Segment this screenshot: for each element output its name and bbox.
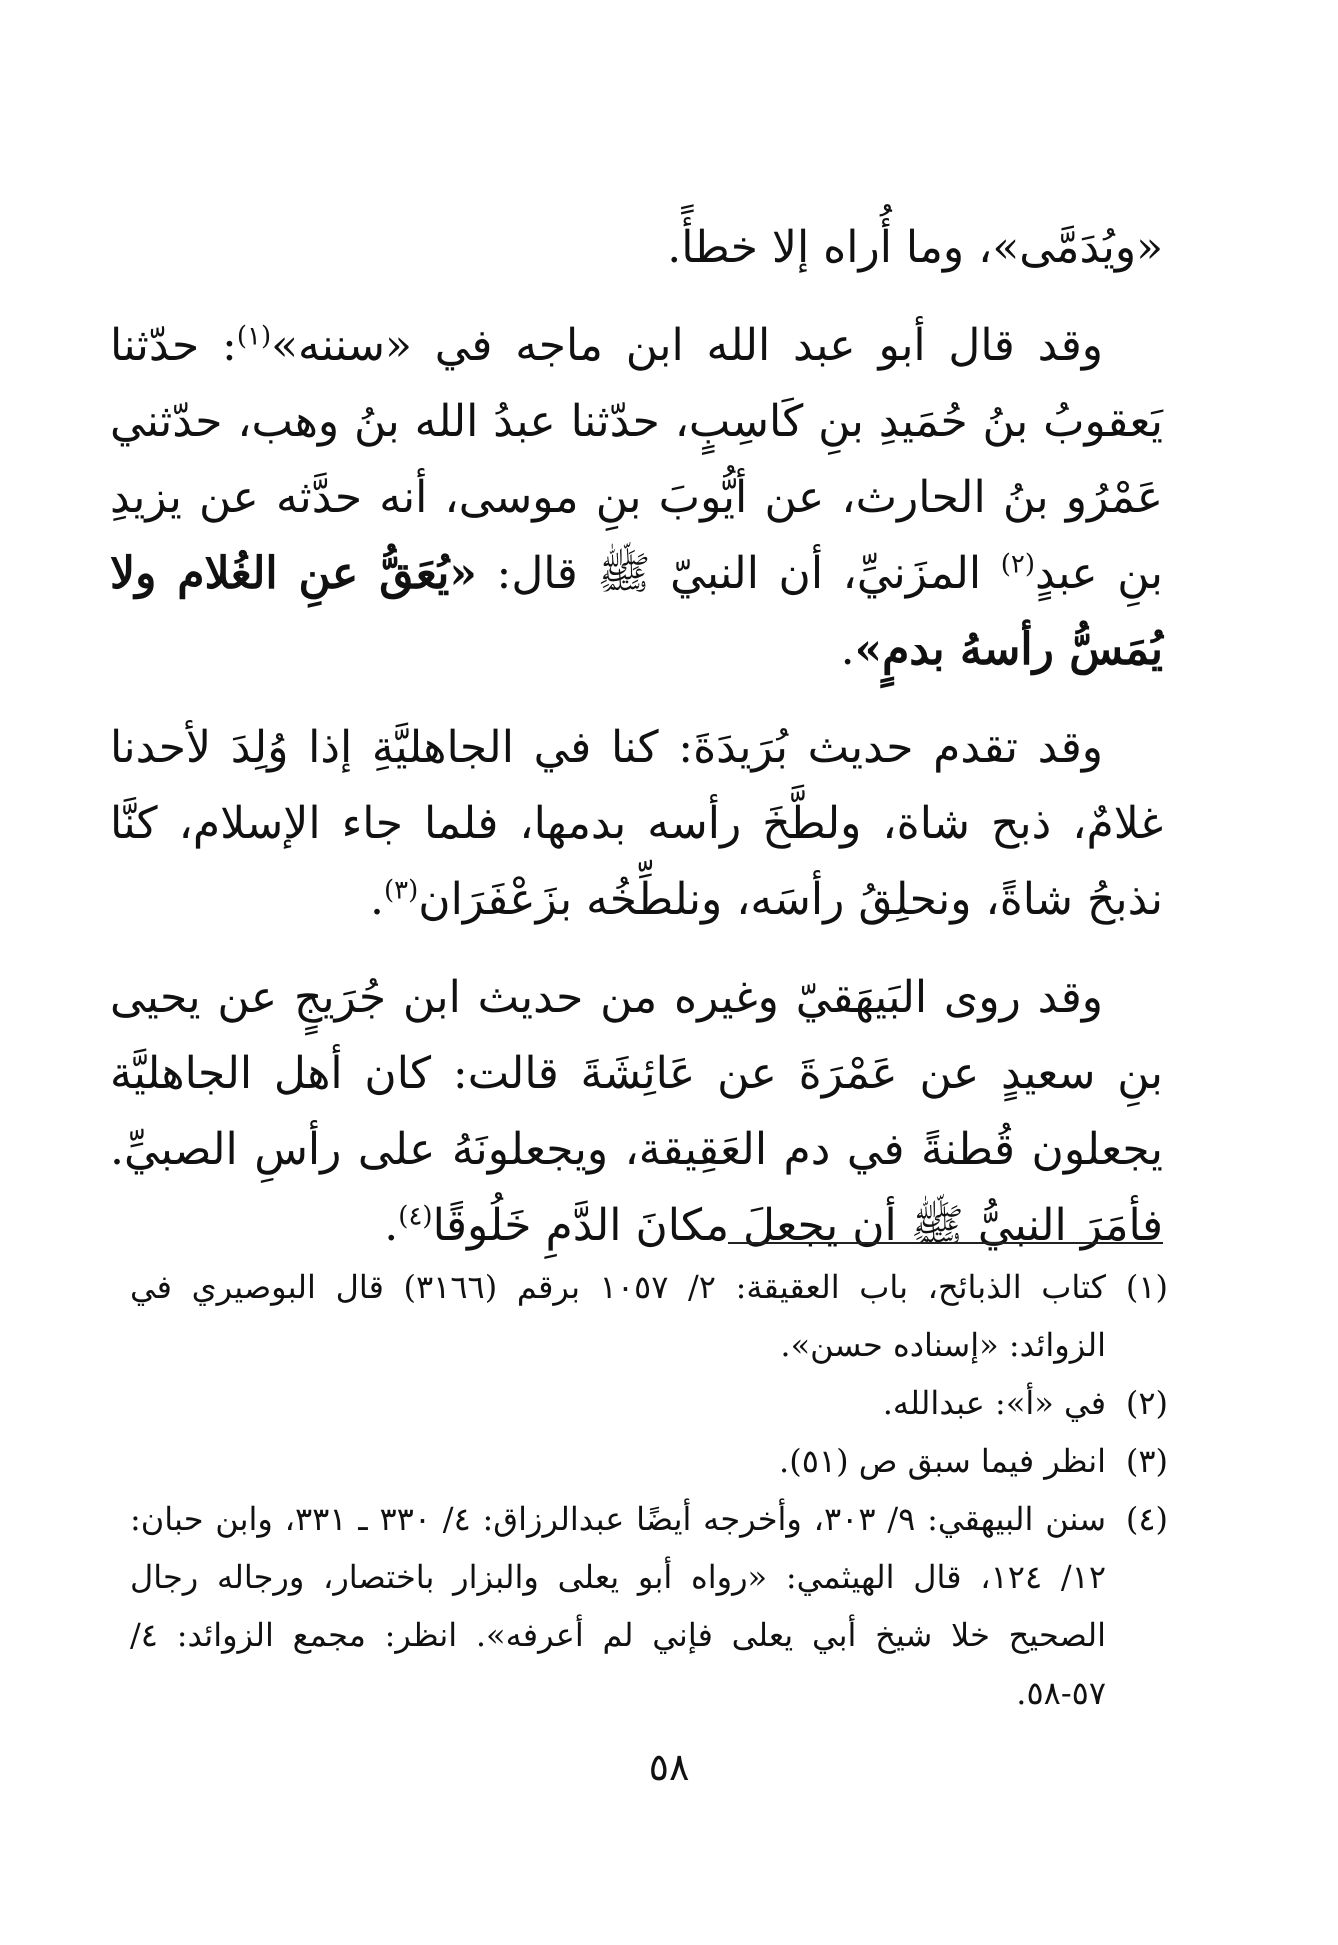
footnote-3-number: (٣) bbox=[1125, 1442, 1168, 1480]
footnote-2-text: في «أ»: عبدالله. bbox=[882, 1384, 1106, 1422]
footnote-4 bbox=[130, 1490, 1168, 1722]
footnote-1-number: (١) bbox=[1125, 1268, 1168, 1306]
paragraph-3 bbox=[110, 710, 1163, 938]
footnote-ref-3[interactable]: (٣) bbox=[383, 875, 419, 906]
paragraph-1-text: «ويُدَمَّى»، وما أُراه إلا خطأً. bbox=[667, 222, 1163, 273]
paragraph-2-text-c: المزَنيِّ، أن النبيّ ﷺ قال: bbox=[476, 548, 1001, 599]
paragraph-1 bbox=[110, 210, 1163, 286]
paragraph-4 bbox=[110, 960, 1163, 1264]
hadith-quote: «يُعَقُّ عنِ الغُلام ولا يُمَسُّ رأسهُ بدمٍ» bbox=[110, 548, 1163, 675]
footnotes bbox=[130, 1258, 1168, 1722]
footnote-3 bbox=[130, 1432, 1168, 1490]
footnote-ref-2[interactable]: (٢) bbox=[1000, 549, 1036, 580]
paragraph-4-text-a: وقد روى البَيهَقيّ وغيره من حديث ابن جُرَيجٍ عن يحيى بنِ سعيدٍ عن عَمْرَةَ عن عَائِشَةَ قالت: كان أهل الجاهليَّة يجعلون قُطنةً في دم العَقِيقة، ويجعلونَهُ على رأسِ الصبيِّ. فأمَرَ النبيُّ ﷺ أن يجعلَ مكانَ الدَّمِ خَلُوقًا bbox=[110, 972, 1163, 1251]
footnote-2-number: (٢) bbox=[1125, 1384, 1168, 1422]
paragraph-3-text-a: وقد تقدم حديث بُرَيدَةَ: كنا في الجاهليَّةِ إذا وُلِدَ لأحدنا غلامٌ، ذبح شاة، ولطَّخَ رأسه بدمها، فلما جاء الإسلام، كنَّا نذبحُ شاةً، ونحلِقُ رأسَه، ونلطِّخُه بزَعْفَرَان bbox=[110, 722, 1163, 925]
main-text bbox=[110, 210, 1163, 1286]
paragraph-4-text-b: . bbox=[384, 1200, 399, 1251]
page-number: ٥٨ bbox=[648, 1745, 690, 1789]
footnote-2 bbox=[130, 1374, 1168, 1432]
footnote-1-text: كتاب الذبائح، باب العقيقة: ٢/ ١٠٥٧ برقم (٣١٦٦) قال البوصيري في الزوائد: «إسناده حسن». bbox=[130, 1268, 1107, 1364]
paragraph-2 bbox=[110, 308, 1163, 688]
footnote-4-text: سنن البيهقي: ٩/ ٣٠٣، وأخرجه أيضًا عبدالرزاق: ٤/ ٣٣٠ ـ ٣٣١، وابن حبان: ١٢/ ١٢٤، قال الهيثمي: «رواه أبو يعلى والبزار باختصار، ورجاله رجال الصحيح خلا شيخ أبي يعلى فإني لم أعرفه». انظر: مجمع الزوائد: ٤/ ٥٧-٥٨. bbox=[130, 1500, 1107, 1712]
footnote-ref-4[interactable]: (٤) bbox=[398, 1201, 433, 1232]
footnote-divider bbox=[728, 1242, 1163, 1244]
paragraph-3-text-b: . bbox=[369, 874, 384, 925]
footnote-4-number: (٤) bbox=[1125, 1500, 1168, 1538]
footnote-1 bbox=[130, 1258, 1168, 1374]
footnote-3-text: انظر فيما سبق ص (٥١). bbox=[779, 1442, 1106, 1480]
paragraph-2-text-a: وقد قال أبو عبد الله ابن ماجه في «سننه» bbox=[271, 320, 1103, 371]
paragraph-2-text-b: : حدّثنا يَعقوبُ بنُ حُمَيدِ بنِ كَاسِبٍ، حدّثنا عبدُ الله بنُ وهب، حدّثني عَمْرُو بنُ الحارث، عن أيُّوبَ بنِ موسى، أنه حدَّثه عن يزيدِ بنِ عبدٍ bbox=[110, 320, 1163, 599]
paragraph-2-text-d: . bbox=[840, 624, 855, 675]
footnote-ref-1[interactable]: (١) bbox=[236, 321, 272, 352]
